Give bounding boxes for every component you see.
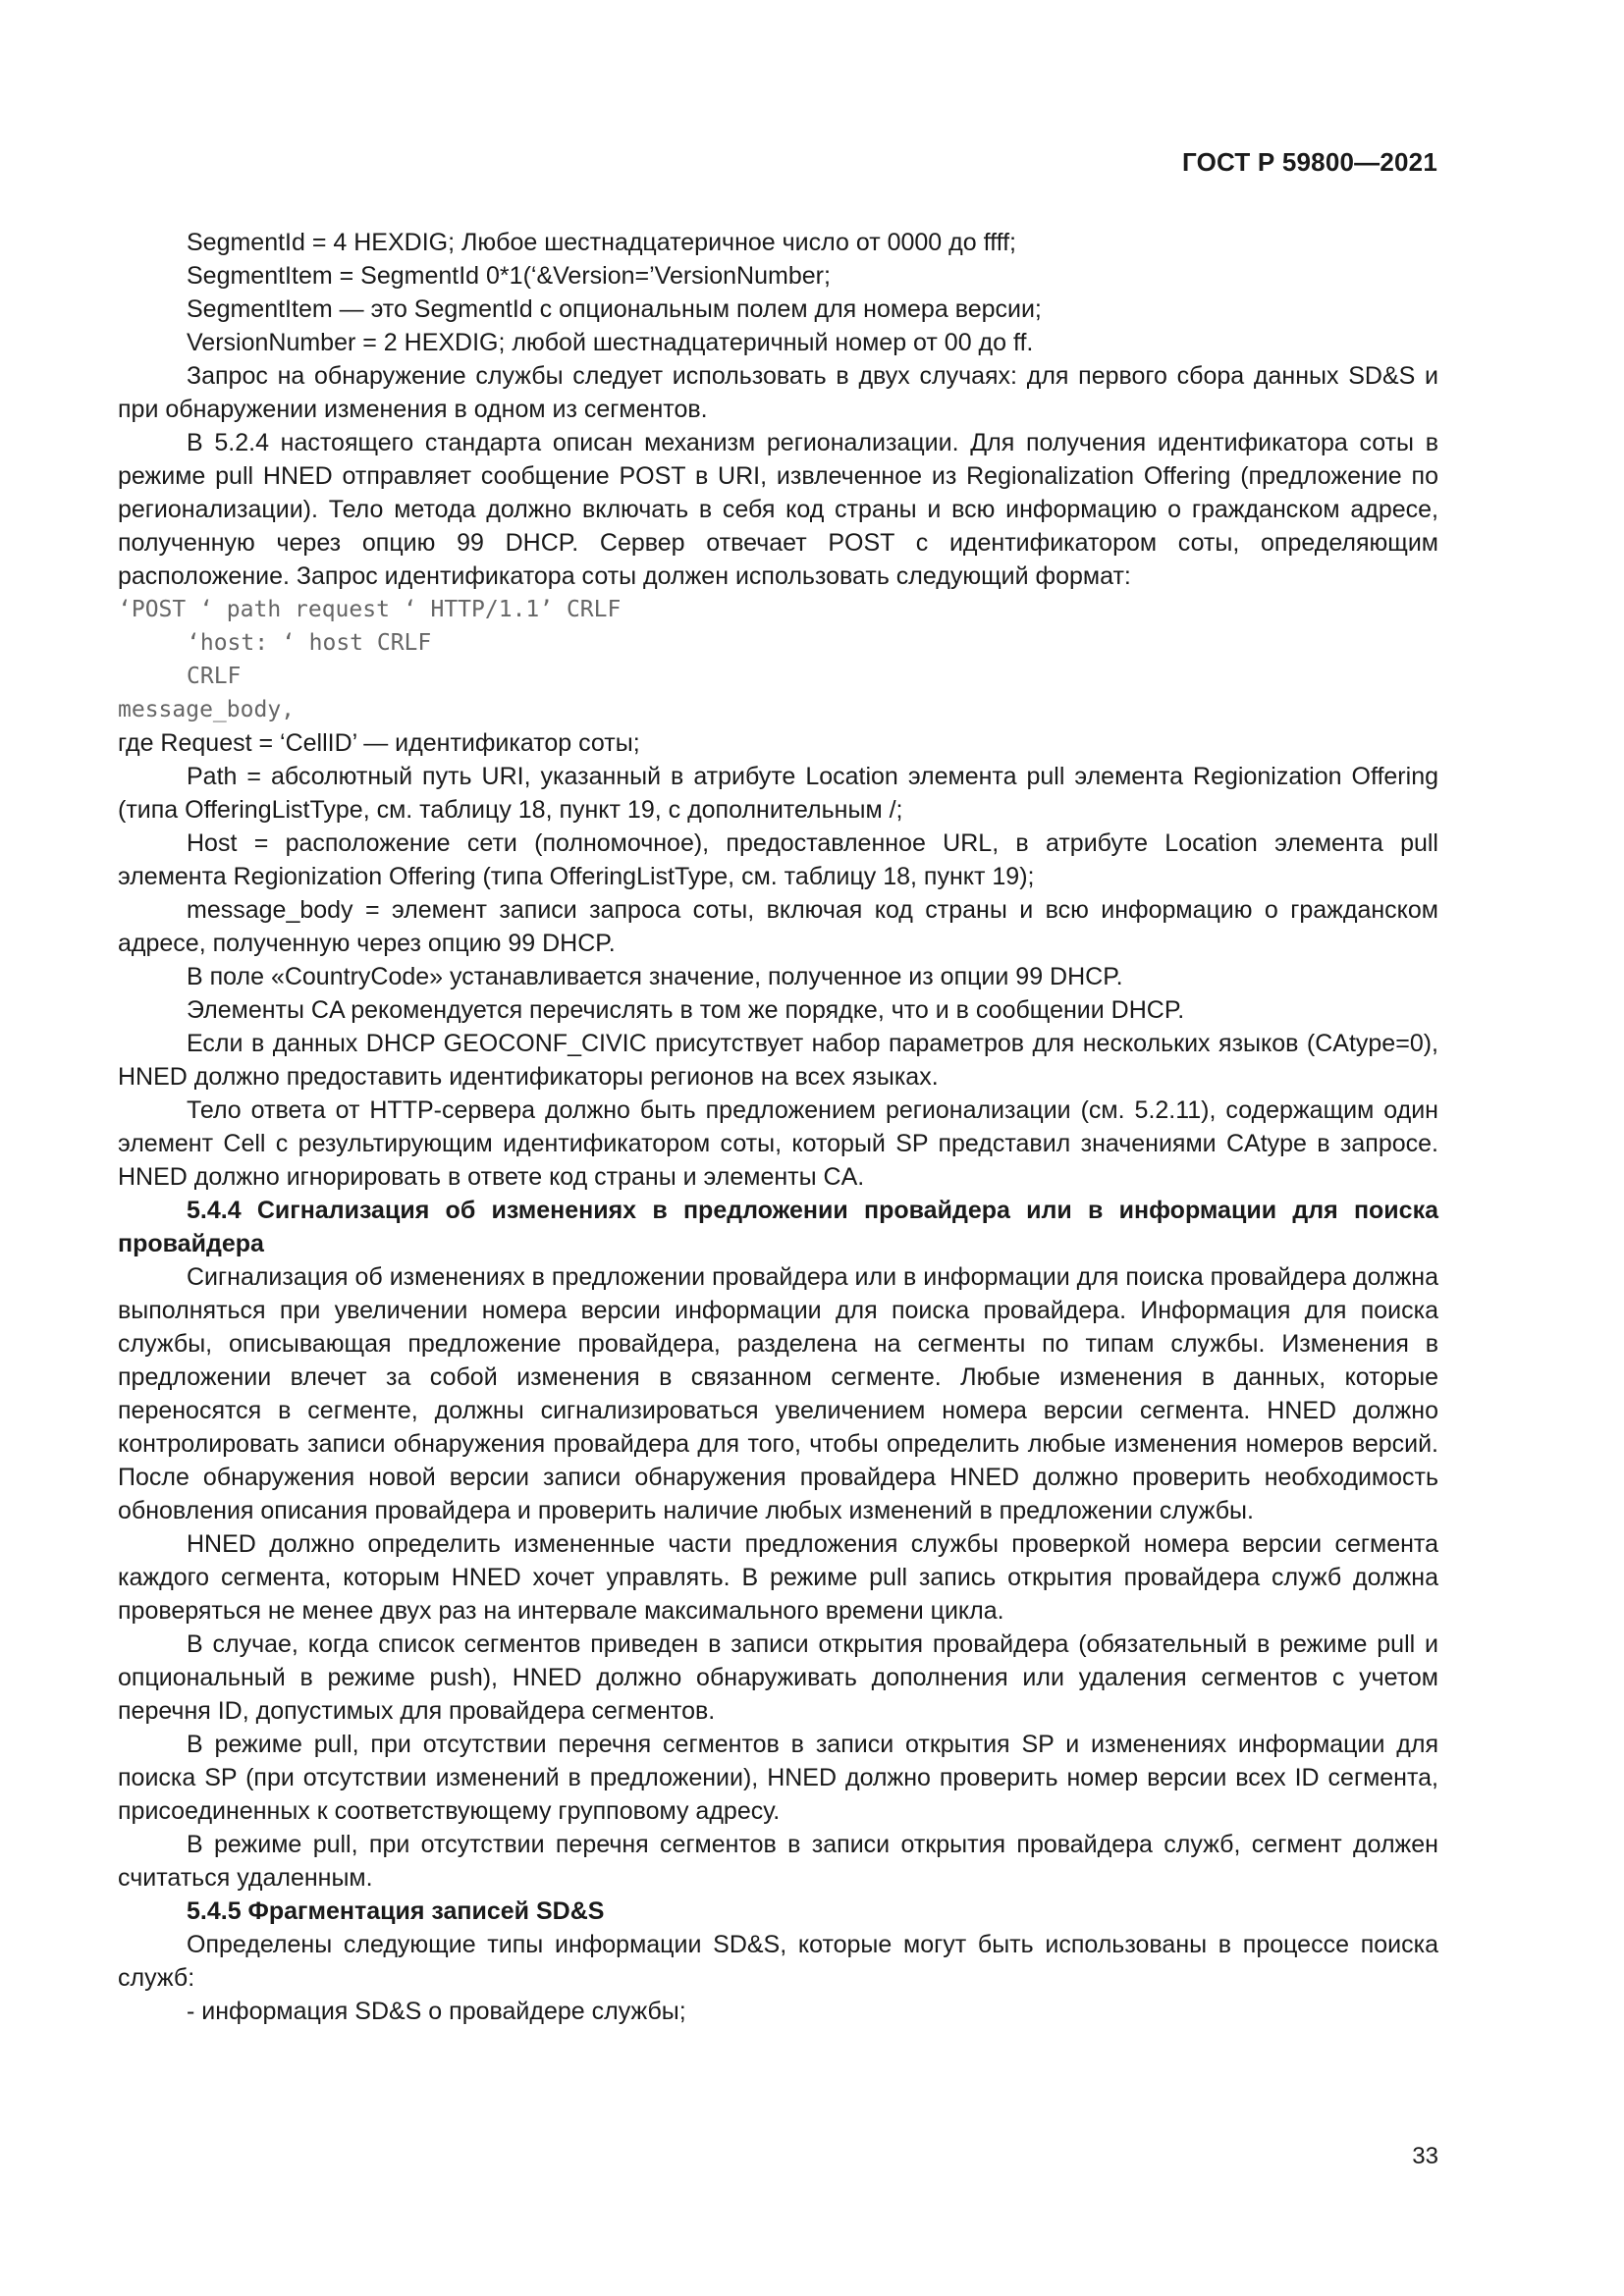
code-line: CRLF — [187, 664, 242, 689]
paragraph: Определены следующие типы информации SD&S, которые могут быть использованы в процессе поиска служб: — [118, 1931, 1438, 1992]
text-line: SegmentItem — это SegmentId с опциональным полем для номера версии; — [187, 295, 1042, 323]
text-line: SegmentId = 4 HEXDIG; Любое шестнадцатеричное число от 0000 до ffff; — [187, 229, 1016, 256]
document-body — [118, 226, 1438, 2028]
paragraph: Если в данных DHCP GEOCONF_CIVIC присутствует набор параметров для нескольких языков (CAtype=0), HNED должно предоставить идентификаторы регионов на всех языках. — [118, 1030, 1438, 1091]
code-line: message_body, — [118, 697, 296, 722]
paragraph: В случае, когда список сегментов приведен в записи открытия провайдера (обязательный в режиме pull и опциональный в режиме push), HNED должно обнаруживать дополнения или удаления сегментов с учетом перечня ID, допустимых для провайдера сегментов. — [118, 1630, 1438, 1725]
paragraph: Запрос на обнаружение службы следует использовать в двух случаях: для первого сбора данных SD&S и при обнаружении изменения в одном из сегментов. — [118, 362, 1438, 423]
paragraph: HNED должно определить измененные части предложения службы проверкой номера версии сегмента каждого сегмента, которым HNED хочет управлять. В режиме pull запись открытия провайдера служб должна проверяться не менее двух раз на интервале максимального времени цикла. — [118, 1530, 1438, 1625]
paragraph: В режиме pull, при отсутствии перечня сегментов в записи открытия SP и изменениях информации для поиска SP (при отсутствии изменений в предложении), HNED должно проверить номер версии всех ID сегмента, присоединенных к соответствующему групповому адресу. — [118, 1731, 1438, 1825]
paragraph: Host = расположение сети (полномочное), предоставленное URL, в атрибуте Location элемента pull элемента Regionization Offering (типа OfferingListType, см. таблицу 18, пункт 19); — [118, 829, 1438, 890]
code-line: ‘host: ‘ host CRLF — [187, 630, 432, 656]
section-heading: 5.4.4 Сигнализация об изменениях в предложении провайдера или в информации для поиска провайдера — [118, 1197, 1438, 1257]
text-line: SegmentItem = SegmentId 0*1(‘&Version=’VersionNumber; — [187, 262, 831, 290]
paragraph: В 5.2.4 настоящего стандарта описан механизм регионализации. Для получения идентификатора соты в режиме pull HNED отправляет сообщение POST в URI, извлеченное из Regionalization Offering (предложение по регионализации). Тело метода должно включать в себя код страны и всю информацию о гражданском адресе, полученную через опцию 99 DHCP. Сервер отвечает POST с идентификатором соты, определяющим расположение. Запрос идентификатора соты должен использовать следующий формат: — [118, 429, 1438, 590]
page-number: 33 — [1412, 2143, 1438, 2169]
paragraph: Элементы CA рекомендуется перечислять в том же порядке, что и в сообщении DHCP. — [187, 996, 1185, 1024]
paragraph: message_body = элемент записи запроса соты, включая код страны и всю информацию о гражданском адресе, полученную через опцию 99 DHCP. — [118, 896, 1438, 957]
paragraph: В поле «CountryCode» устанавливается значение, полученное из опции 99 DHCP. — [187, 963, 1123, 990]
list-item: - информация SD&S о провайдере службы; — [187, 1998, 686, 2025]
paragraph: Тело ответа от HTTP-сервера должно быть предложением регионализации (см. 5.2.11), содержащим один элемент Cell с результирующим идентификатором соты, который SP представил значениями CAtype в запросе. HNED должно игнорировать в ответе код страны и элементы CA. — [118, 1096, 1438, 1191]
paragraph: Path = абсолютный путь URI, указанный в атрибуте Location элемента pull элемента Regionization Offering (типа OfferingListType, см. таблицу 18, пункт 19, с дополнительным /; — [118, 763, 1438, 824]
text-line: VersionNumber = 2 HEXDIG; любой шестнадцатеричный номер от 00 до ff. — [187, 329, 1034, 356]
paragraph: Сигнализация об изменениях в предложении провайдера или в информации для поиска провайдера должна выполняться при увеличении номера версии информации для поиска провайдера. Информация для поиска службы, описывающая предложение провайдера, разделена на сегменты по типам службы. Изменения в предложении влечет за собой изменения в связанном сегменте. Любые изменения в данных, которые переносятся в сегменте, должны сигнализироваться увеличением номера версии сегмента. HNED должно контролировать записи обнаружения провайдера для того, чтобы определить любые изменения номеров версий. После обнаружения новой версии записи обнаружения провайдера HNED должно проверить необходимость обновления описания провайдера и проверить наличие любых изменений в предложении службы. — [118, 1263, 1438, 1524]
code-line: ‘POST ‘ path request ‘ HTTP/1.1’ CRLF — [118, 597, 622, 622]
section-heading: 5.4.5 Фрагментация записей SD&S — [187, 1897, 605, 1925]
paragraph: В режиме pull, при отсутствии перечня сегментов в записи открытия провайдера служб, сегмент должен считаться удаленным. — [118, 1831, 1438, 1892]
paragraph: где Request = ‘CellID’ — идентификатор соты; — [118, 729, 640, 757]
document-header: ГОСТ Р 59800—2021 — [1182, 147, 1437, 177]
